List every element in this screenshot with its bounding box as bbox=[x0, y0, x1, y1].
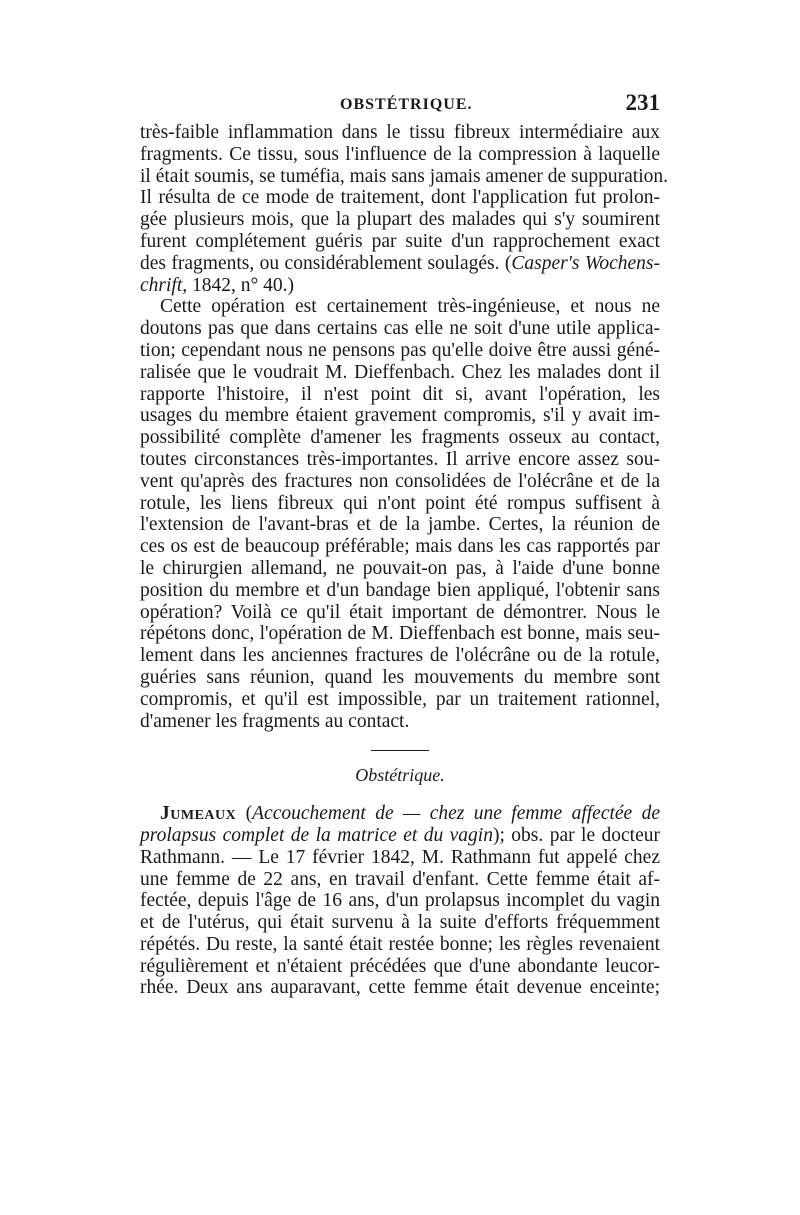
text-line: possibilité complète d'amener les fragments osseux au contact, bbox=[140, 427, 660, 449]
text-line: toutes circonstances très-importantes. Il arrive encore assez sou- bbox=[140, 448, 660, 470]
citation-journal: chrift, bbox=[140, 274, 188, 296]
text-line: opération? Voilà ce qu'il était important de démontrer. Nous le bbox=[140, 601, 660, 623]
text-line bbox=[140, 825, 660, 847]
section-separator bbox=[371, 750, 429, 751]
text-line: ralisée que le voudrait M. Dieffenbach. Chez les malades dont il bbox=[140, 361, 660, 383]
running-head: OBSTÉTRIQUE. bbox=[340, 96, 473, 113]
paragraph-dieffenbach-method bbox=[140, 122, 669, 296]
text-line: fragments. Ce tissu, sous l'influence de la compression à laquelle bbox=[140, 143, 660, 165]
text-line: répétés. Du reste, la santé était restée bonne; les règles revenaient bbox=[140, 933, 660, 955]
text-line: rhée. Deux ans auparavant, cette femme était devenue enceinte; bbox=[140, 977, 660, 999]
citation-reference: 1842, n° 40.) bbox=[187, 274, 295, 296]
page-header bbox=[140, 90, 660, 120]
entry-subtitle: Accouchement de — chez une femme affectée de bbox=[252, 803, 661, 825]
text-line: tion; cependant nous ne pensons pas qu'elle doive être aussi géné- bbox=[140, 339, 660, 361]
text-line bbox=[140, 803, 660, 825]
text-line: furent complétement guéris par suite d'un rapprochement exact bbox=[140, 230, 660, 252]
text-line: guéries sans réunion, quand les mouvements du membre sont bbox=[140, 666, 660, 688]
text-line bbox=[140, 253, 660, 275]
section-title: Obstétrique. bbox=[355, 765, 445, 786]
page-number: 231 bbox=[625, 90, 660, 115]
text-segment: ); obs. par le docteur bbox=[492, 824, 660, 846]
citation-journal: Casper's Wochens- bbox=[511, 252, 660, 274]
text-line: vent qu'après des fractures non consolidées de l'olécrâne et de la bbox=[140, 470, 660, 492]
text-line: répétons donc, l'opération de M. Dieffenbach est bonne, mais seu- bbox=[140, 623, 660, 645]
text-line: très-faible inflammation dans le tissu fibreux intermédiaire aux bbox=[140, 122, 660, 143]
paragraph-commentary bbox=[140, 296, 660, 732]
text-line bbox=[140, 275, 660, 297]
text-line: il était soumis, se tuméfia, mais sans jamais amener de suppuration. bbox=[140, 165, 669, 187]
text-segment: des fragments, ou considérablement soulagés. ( bbox=[140, 252, 512, 274]
text-line: rotule, les liens fibreux qui n'ont point été rompus suffisent à bbox=[140, 492, 660, 514]
text-line: gée plusieurs mois, que la plupart des malades qui s'y soumirent bbox=[140, 209, 660, 231]
text-line: ces os est de beaucoup préférable; mais dans les cas rapportés par bbox=[140, 536, 660, 558]
text-line: position du membre et d'un bandage bien appliqué, l'obtenir sans bbox=[140, 579, 660, 601]
text-line: doutons pas que dans certains cas elle ne soit d'une utile applica- bbox=[140, 318, 660, 340]
text-line: usages du membre étaient gravement compromis, s'il y avait im- bbox=[140, 405, 660, 427]
text-line: le chirurgien allemand, ne pouvait-on pas, à l'aide d'une bonne bbox=[140, 557, 660, 579]
paragraph-jumeaux bbox=[140, 803, 660, 999]
text-line: Cette opération est certainement très-ingénieuse, et nous ne bbox=[160, 296, 660, 318]
text-line: Il résulta de ce mode de traitement, dont l'application fut prolon- bbox=[140, 187, 660, 209]
text-line: rapporte l'histoire, il n'est point dit si, avant l'opération, les bbox=[140, 383, 660, 405]
text-segment: ( bbox=[236, 803, 253, 825]
entry-subtitle: prolapsus complet de la matrice et du vagin bbox=[140, 824, 493, 846]
entry-heading: Jumeaux bbox=[160, 803, 237, 825]
text-line: et de l'utérus, qui était survenu à la suite d'efforts fréquemment bbox=[140, 912, 660, 934]
page-body bbox=[140, 122, 669, 999]
text-line: une femme de 22 ans, en travail d'enfant. Cette femme était af- bbox=[140, 868, 660, 890]
text-line: fectée, depuis l'âge de 16 ans, d'un prolapsus incomplet du vagin bbox=[140, 890, 660, 912]
text-line: l'extension de l'avant-bras et de la jambe. Certes, la réunion de bbox=[140, 514, 660, 536]
text-line: Rathmann. — Le 17 février 1842, M. Rathmann fut appelé chez bbox=[140, 846, 660, 868]
text-line: d'amener les fragments au contact. bbox=[140, 710, 410, 732]
text-line: lement dans les anciennes fractures de l'olécrâne ou de la rotule, bbox=[140, 645, 660, 667]
text-line: régulièrement et n'étaient précédées que d'une abondante leucor- bbox=[140, 955, 660, 977]
text-line: compromis, et qu'il est impossible, par un traitement rationnel, bbox=[140, 688, 660, 710]
